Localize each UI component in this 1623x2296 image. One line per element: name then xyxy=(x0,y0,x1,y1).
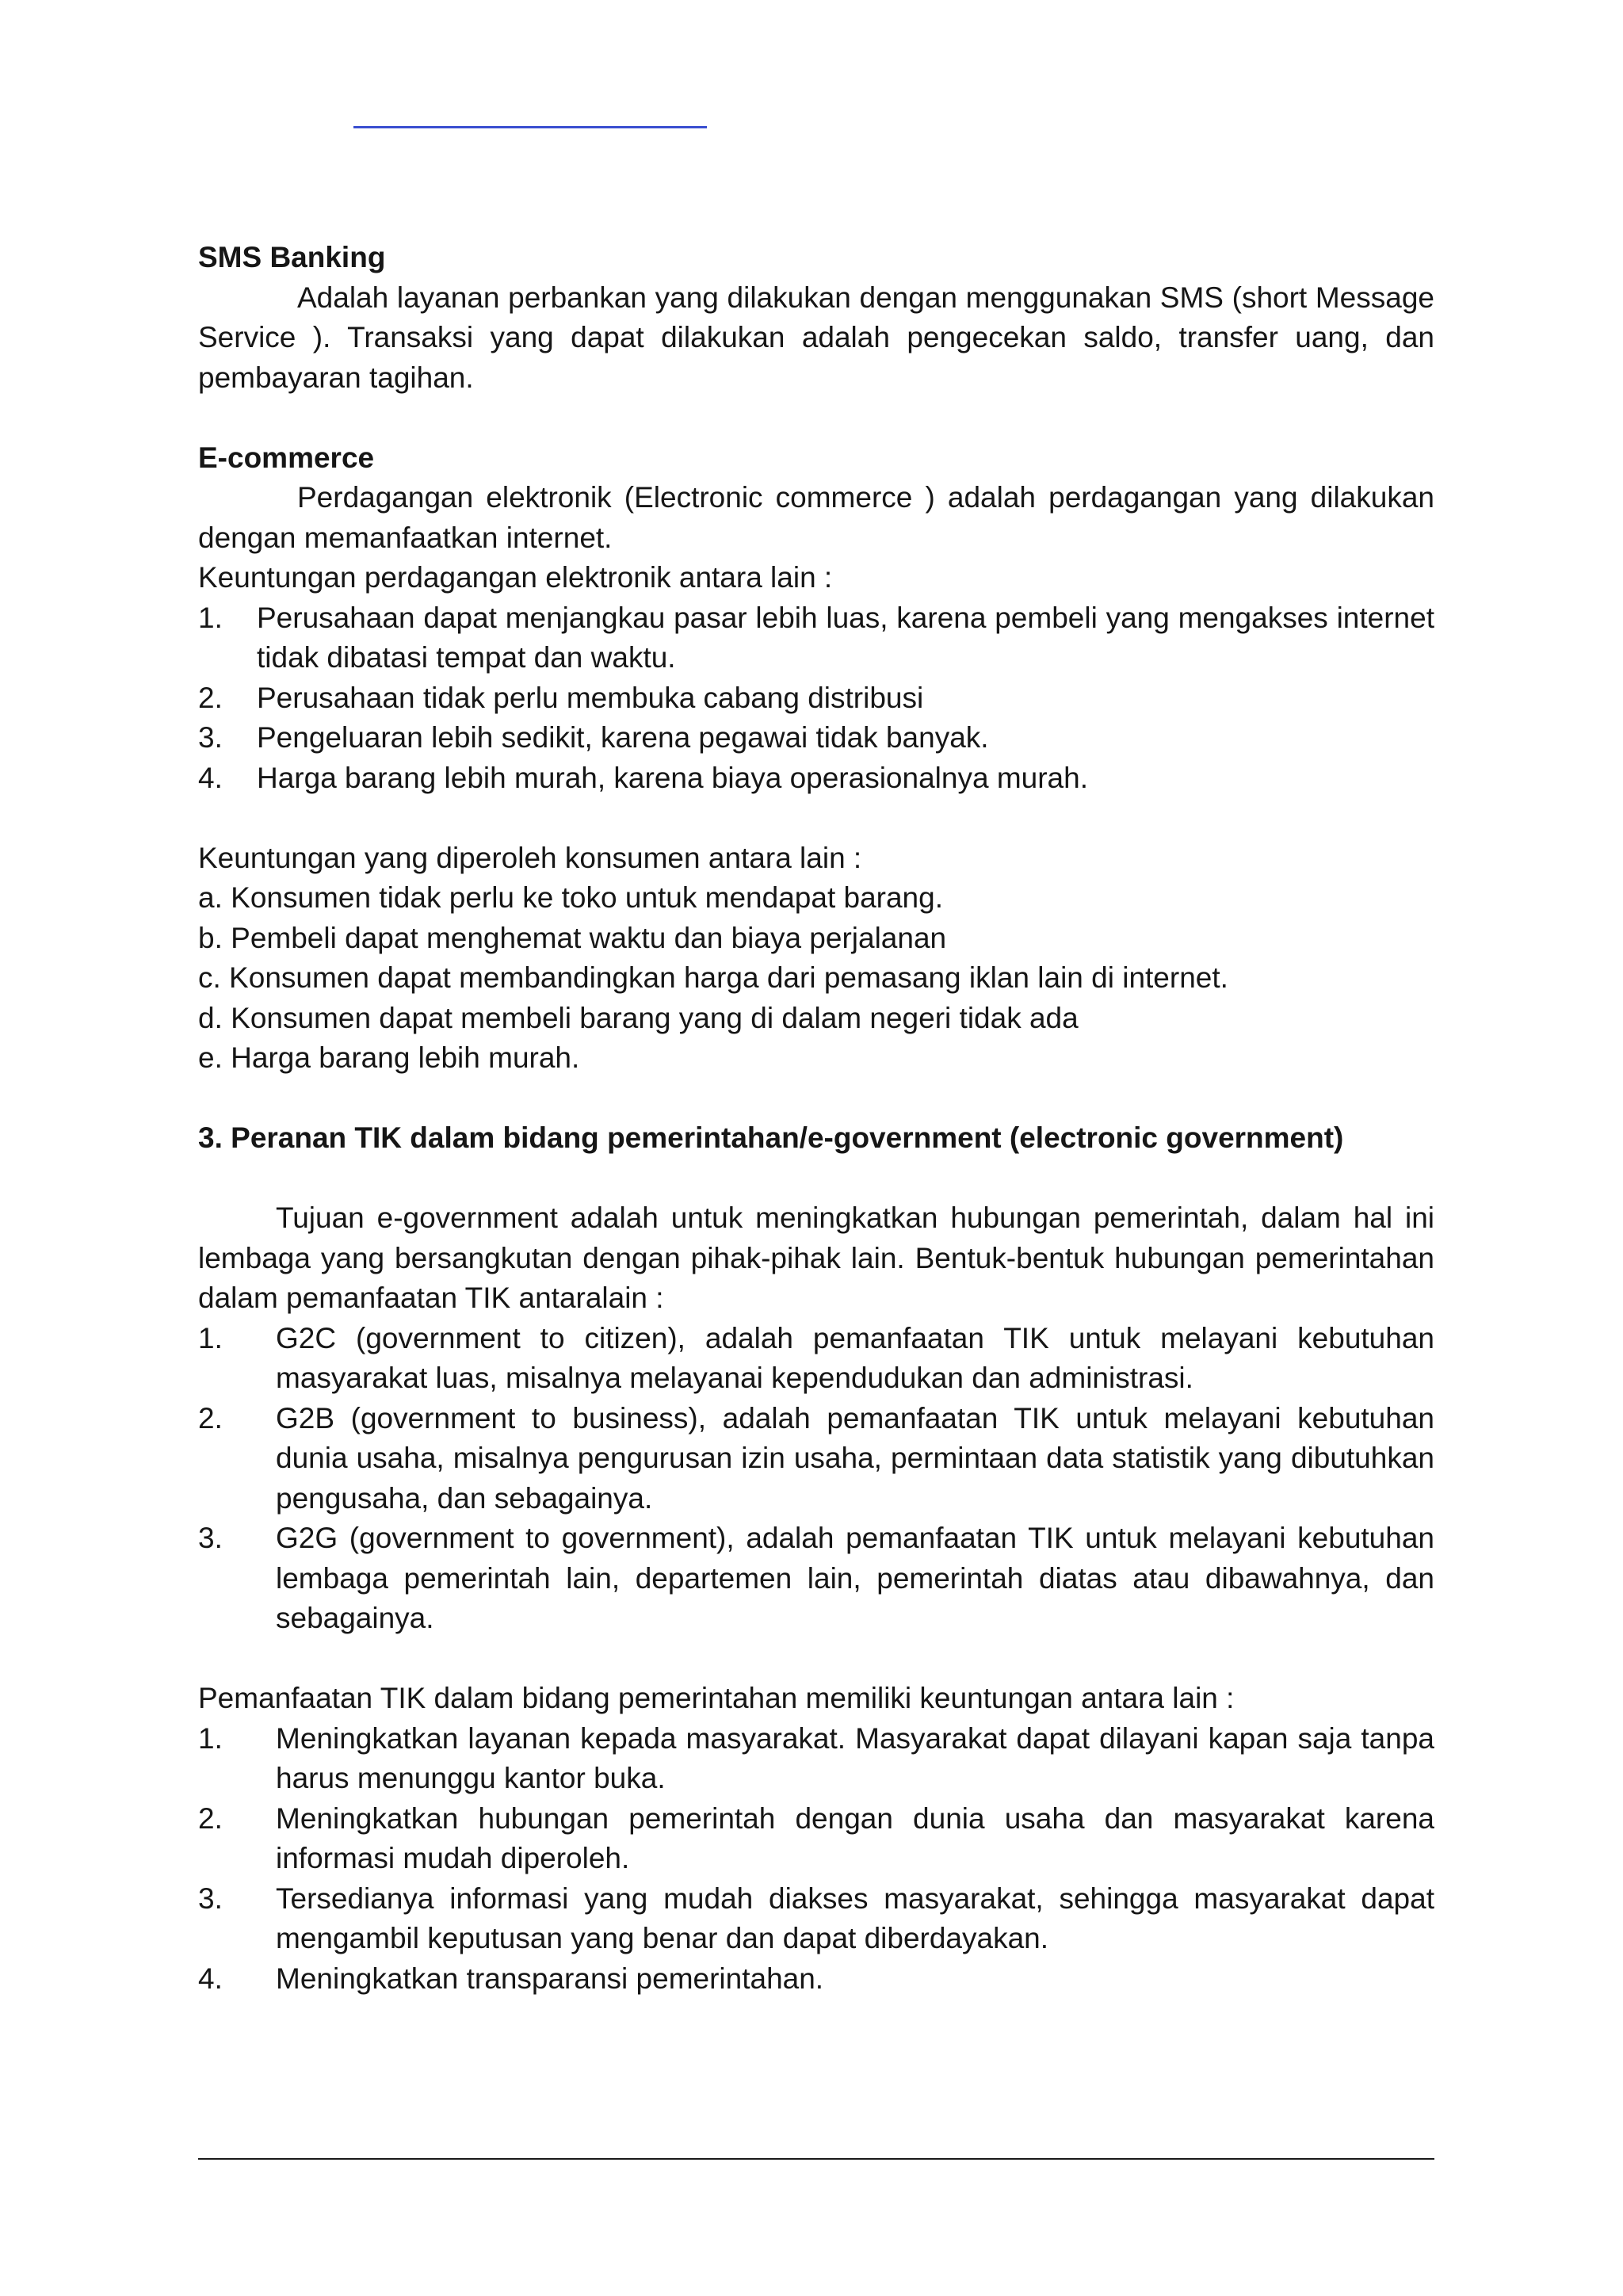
list-item: 1. Perusahaan dapat menjangkau pasar lebih luas, karena pembeli yang mengakses internet tidak dibatasi tempat dan waktu. xyxy=(198,601,1434,674)
document-body xyxy=(198,238,1434,1999)
consumer-item: e. Harga barang lebih murah. xyxy=(198,1041,580,1074)
consumer-item: a. Konsumen tidak perlu ke toko untuk mendapat barang. xyxy=(198,881,943,914)
egov-benefits-intro: Pemanfaatan TIK dalam bidang pemerintahan memiliki keuntungan antara lain : xyxy=(198,1682,1235,1714)
egov-heading: 3. Peranan TIK dalam bidang pemerintahan/e-government (electronic government) xyxy=(198,1121,1344,1154)
consumer-item: c. Konsumen dapat membandingkan harga dari pemasang iklan lain di internet. xyxy=(198,961,1228,994)
list-item: 4. Meningkatkan transparansi pemerintahan. xyxy=(198,1962,824,1995)
footer-rule xyxy=(198,2158,1434,2160)
list-item: 1. Meningkatkan layanan kepada masyarakat. Masyarakat dapat dilayani kapan saja tanpa harus menunggu kantor buka. xyxy=(198,1721,1434,1794)
sms-banking-heading: SMS Banking xyxy=(198,241,386,273)
list-item: 1. G2C (government to citizen), adalah pemanfaatan TIK untuk melayani kebutuhan masyarakat luas, misalnya melayanai kependudukan dan administrasi. xyxy=(198,1321,1434,1394)
egov-forms-list xyxy=(198,1319,1434,1639)
list-item: 3. Pengeluaran lebih sedikit, karena pegawai tidak banyak. xyxy=(198,721,989,754)
ecommerce-advantages-list xyxy=(198,598,1434,799)
list-item: 4. Harga barang lebih murah, karena biaya operasionalnya murah. xyxy=(198,761,1088,794)
egov-paragraph: Tujuan e-government adalah untuk meningkatkan hubungan pemerintah, dalam hal ini lembaga yang bersangkutan dengan pihak-pihak lain. Bentuk-bentuk hubungan pemerintahan dalam pemanfaatan TIK antaralain : xyxy=(198,1201,1434,1314)
header-link-underline[interactable] xyxy=(353,126,707,128)
ecommerce-heading: E-commerce xyxy=(198,441,375,474)
list-item: 3. G2G (government to government), adalah pemanfaatan TIK untuk melayani kebutuhan lembaga pemerintah lain, departemen lain, pemerintah diatas atau dibawahnya, dan sebagainya. xyxy=(198,1522,1434,1634)
consumer-item: b. Pembeli dapat menghemat waktu dan biaya perjalanan xyxy=(198,921,947,954)
consumer-advantages-intro: Keuntungan yang diperoleh konsumen antara lain : xyxy=(198,841,862,874)
list-item: 3. Tersedianya informasi yang mudah diakses masyarakat, sehingga masyarakat dapat mengambil keputusan yang benar dan dapat diberdayakan. xyxy=(198,1881,1434,1954)
ecommerce-advantages-intro: Keuntungan perdagangan elektronik antara lain : xyxy=(198,561,833,594)
list-item: 2. Perusahaan tidak perlu membuka cabang distribusi xyxy=(198,681,924,714)
consumer-item: d. Konsumen dapat membeli barang yang di dalam negeri tidak ada xyxy=(198,1001,1079,1034)
egov-benefits-list xyxy=(198,1719,1434,2000)
ecommerce-paragraph: Perdagangan elektronik (Electronic commerce ) adalah perdagangan yang dilakukan dengan memanfaatkan internet. xyxy=(198,481,1434,554)
list-item: 2. Meningkatkan hubungan pemerintah dengan dunia usaha dan masyarakat karena informasi mudah diperoleh. xyxy=(198,1801,1434,1874)
list-item: 2. G2B (government to business), adalah pemanfaatan TIK untuk melayani kebutuhan dunia usaha, misalnya pengurusan izin usaha, permintaan data statistik yang dibutuhkan pengusaha, dan sebagainya. xyxy=(198,1401,1434,1515)
sms-banking-paragraph: Adalah layanan perbankan yang dilakukan dengan menggunakan SMS (short Message Service ). Transaksi yang dapat dilakukan adalah pengecekan saldo, transfer uang, dan pembayaran tagihan. xyxy=(198,281,1434,394)
